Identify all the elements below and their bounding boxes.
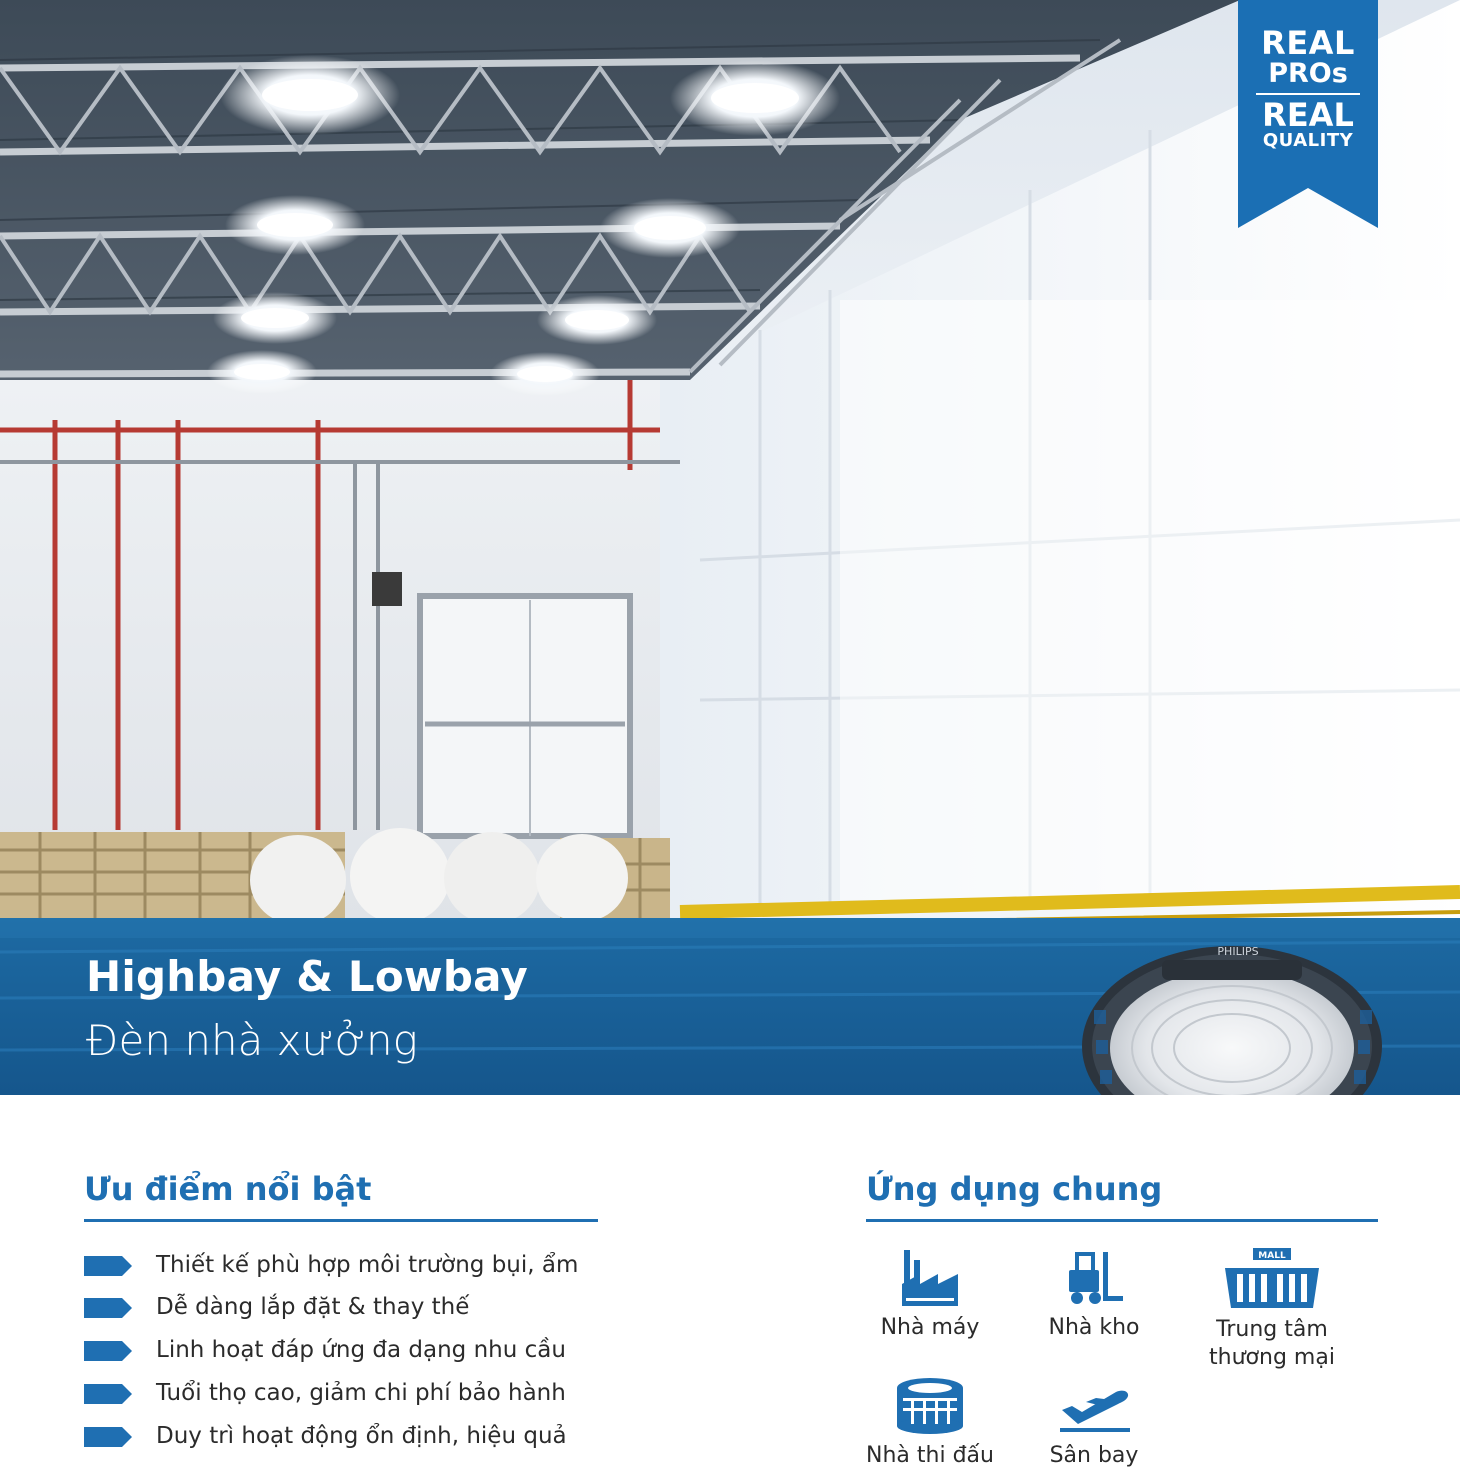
advantage-text: Thiết kế phù hợp môi trường bụi, ẩm (156, 1252, 579, 1278)
mall-sign-text: MALL (1258, 1251, 1286, 1261)
application-label: Nhà kho (1048, 1315, 1140, 1340)
advantage-text: Dễ dàng lắp đặt & thay thế (156, 1294, 470, 1320)
advantage-text: Tuổi thọ cao, giảm chi phí bảo hành (156, 1380, 566, 1406)
forklift-icon (1065, 1248, 1123, 1306)
arrow-bullet-icon (84, 1341, 132, 1361)
mall-icon (1225, 1248, 1319, 1308)
applications-heading: Ứng dụng chung (866, 1170, 1163, 1208)
application-label: Nhà thi đấu (866, 1443, 994, 1468)
application-label-line2: thương mại (1209, 1345, 1335, 1370)
badge-line-1: REAL (1261, 24, 1355, 62)
badge-line-2: PROs (1268, 58, 1348, 89)
application-airport (1026, 1376, 1162, 1470)
stadium-icon (895, 1376, 965, 1434)
application-label: Trung tâm (1216, 1317, 1328, 1342)
airplane-icon (1056, 1376, 1132, 1434)
badge-divider (1256, 93, 1360, 95)
lamp-brand-text: PHILIPS (1217, 945, 1259, 958)
application-factory (862, 1248, 998, 1342)
product-title: Highbay & Lowbay (86, 952, 528, 1001)
badge-line-4: QUALITY (1262, 130, 1354, 151)
application-label: Sân bay (1049, 1443, 1139, 1468)
real-pros-badge (1238, 0, 1378, 228)
arrow-bullet-icon (84, 1298, 132, 1318)
application-stadium (862, 1376, 998, 1470)
advantages-rule (84, 1219, 598, 1222)
advantage-text: Linh hoạt đáp ứng đa dạng nhu cầu (156, 1337, 566, 1363)
product-subtitle: Đèn nhà xưởng (86, 1016, 418, 1065)
application-warehouse (1026, 1248, 1162, 1342)
advantage-text: Duy trì hoạt động ổn định, hiệu quả (156, 1423, 567, 1449)
factory-icon (902, 1248, 958, 1306)
arrow-bullet-icon (84, 1427, 132, 1447)
advantages-heading: Ưu điểm nổi bật (84, 1170, 372, 1208)
arrow-bullet-icon (84, 1384, 132, 1404)
application-label: Nhà máy (880, 1315, 980, 1340)
badge-line-3: REAL (1262, 96, 1354, 134)
applications-rule (866, 1219, 1378, 1222)
arrow-bullet-icon (84, 1256, 132, 1276)
application-mall (1192, 1248, 1352, 1372)
